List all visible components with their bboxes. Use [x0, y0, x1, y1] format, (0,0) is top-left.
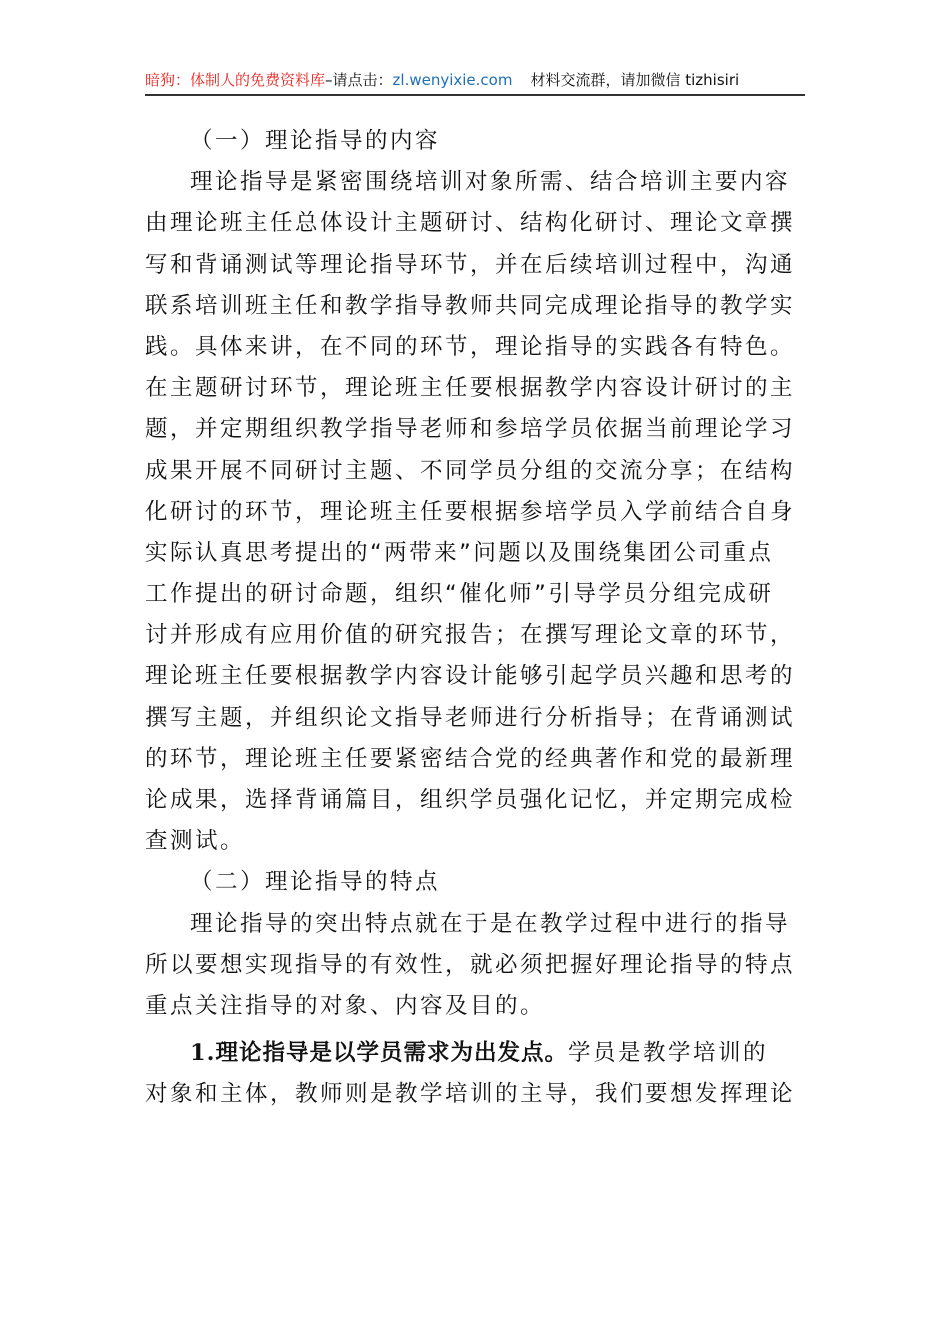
paragraph-line: 的环节，理论班主任要紧密结合党的经典著作和党的最新理	[145, 745, 796, 772]
paragraph-line: 所以要想实现指导的有效性，就必须把握好理论指导的特点	[145, 951, 796, 978]
paragraph-line: 论成果，选择背诵篇目，组织学员强化记忆，并定期完成检	[145, 787, 796, 813]
paragraph-line: 实际认真思考提出的“两带来”问题以及围绕集团公司重点	[145, 539, 774, 566]
watermark-title: 暗狗：体制人的免费资料库	[145, 71, 326, 89]
paragraph-line: 题，并定期组织教学指导老师和参培学员依据当前理论学习	[145, 416, 796, 443]
point1-text: 学员是教学培训的	[568, 1040, 769, 1067]
paragraph-line: 理论指导是紧密围绕培训对象所需、结合培训主要内容	[190, 169, 791, 196]
watermark-header	[145, 68, 805, 92]
section2-heading: （二）理论指导的特点	[190, 869, 441, 896]
paragraph-line: 重点关注指导的对象、内容及目的。	[145, 992, 546, 1019]
paragraph-line: 写和背诵测试等理论指导环节，并在后续培训过程中，沟通	[145, 251, 796, 278]
paragraph-line: 联系培训班主任和教学指导教师共同完成理论指导的教学实	[145, 292, 796, 319]
watermark-link[interactable]: zl.wenyixie.com	[392, 71, 513, 89]
watermark-prompt: –请点击：	[325, 71, 393, 89]
paragraph-line: 化研讨的环节，理论班主任要根据参培学员入学前结合自身	[145, 498, 796, 525]
paragraph-line: 工作提出的研讨命题，组织“催化师”引导学员分组完成研	[145, 581, 774, 608]
paragraph-line: 理论班主任要根据教学内容设计能够引起学员兴趣和思考的	[145, 663, 796, 690]
document-body	[145, 121, 807, 1116]
paragraph-line: 撰写主题，并组织论文指导老师进行分析指导；在背诵测试	[145, 704, 796, 731]
paragraph-line: 查测试。	[145, 828, 246, 855]
paragraph-line: 在主题研讨环节，理论班主任要根据教学内容设计研讨的主	[145, 375, 796, 402]
watermark-contact: 材料交流群，请加微信 tizhisiri	[530, 71, 740, 89]
point1-line	[145, 1033, 807, 1074]
paragraph-line: 理论指导的突出特点就在于是在教学过程中进行的指导	[190, 910, 791, 937]
paragraph-line: 践。具体来讲，在不同的环节，理论指导的实践各有特色。	[145, 333, 796, 360]
header-rule	[145, 94, 805, 96]
section1-heading: （一）理论指导的内容	[190, 128, 441, 154]
paragraph-line: 由理论班主任总体设计主题研讨、结构化研讨、理论文章撰	[145, 210, 796, 237]
point1-title: 1.理论指导是以学员需求为出发点。	[190, 1040, 568, 1067]
paragraph-line: 对象和主体，教师则是教学培训的主导，我们要想发挥理论	[145, 1081, 796, 1108]
paragraph-line: 成果开展不同研讨主题、不同学员分组的交流分享；在结构	[145, 457, 796, 484]
paragraph-line: 讨并形成有应用价值的研究报告；在撰写理论文章的环节，	[145, 622, 796, 649]
